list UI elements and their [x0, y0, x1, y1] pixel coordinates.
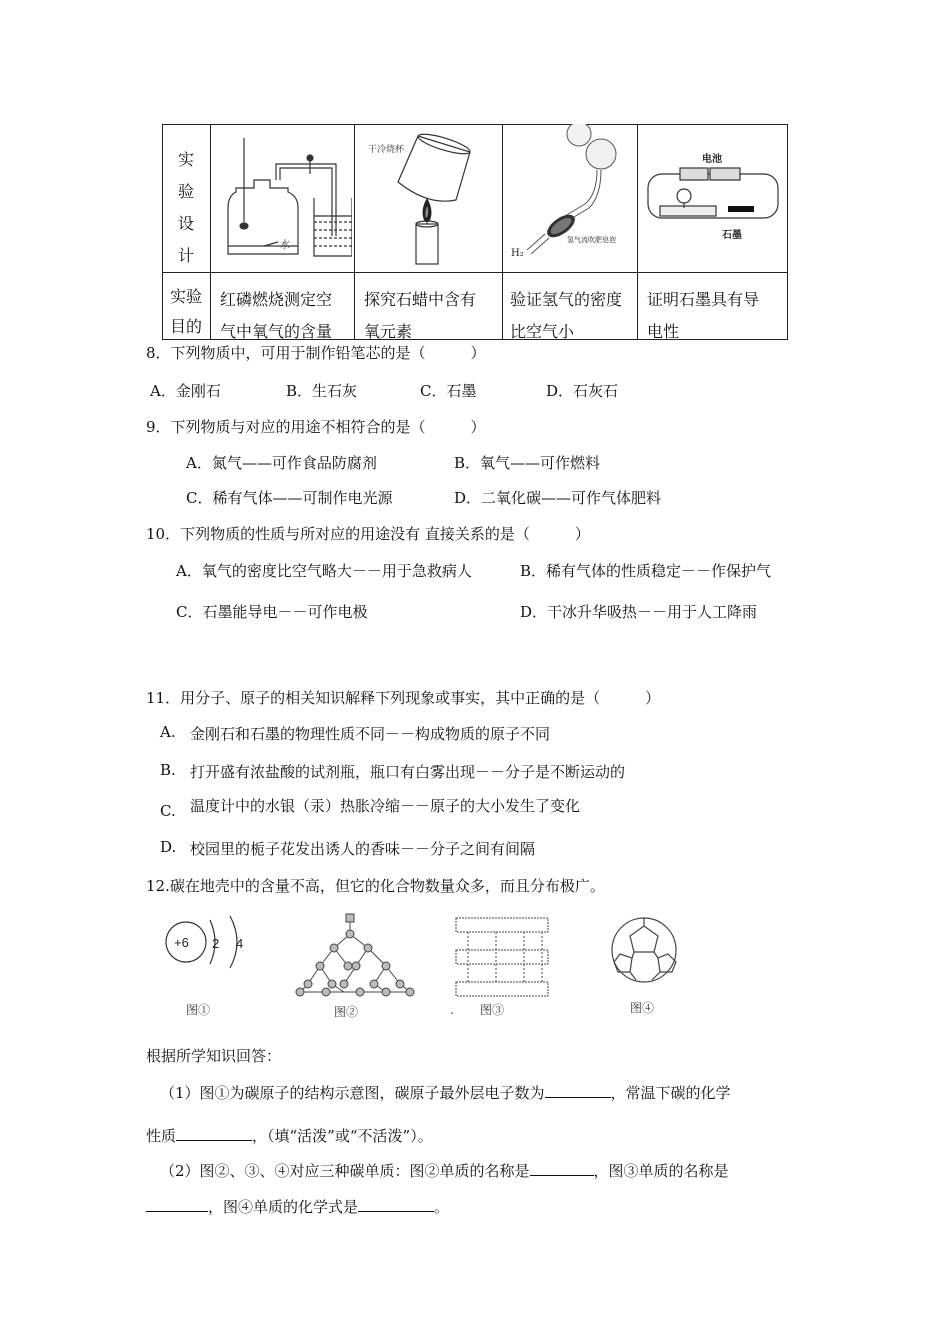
purpose-cell-1: 红磷燃烧测定空 气中氧气的含量 — [220, 290, 333, 341]
fig4-label: 图④ — [630, 1001, 655, 1015]
purpose-cell-3: 验证氢气的密度 比空气小 — [510, 290, 623, 341]
q10-option-c: C．石墨能导电－－可作电极 — [176, 603, 368, 621]
purpose-header: 实验 目的 — [169, 287, 202, 336]
q12-part2-line1: （2）图②、③、④对应三种碳单质：图②单质的名称是 ，图③单质的名称是 — [160, 1162, 729, 1180]
answer-blank-fig3-name[interactable] — [146, 1197, 208, 1212]
q8-stem: 8．下列物质中，可用于制作铅笔芯的是（ ） — [146, 344, 486, 362]
candle-beaker-figure — [358, 128, 500, 268]
graphite-circuit-figure — [640, 134, 786, 264]
q10-option-a: A．氧气的密度比空气略大－－用于急救病人 — [176, 562, 472, 580]
q11-option-a: 金刚石和石墨的物理性质不同－－构成物质的原子不同 — [190, 725, 551, 743]
q10-option-d: D．干冰升华吸热－－用于人工降雨 — [520, 603, 758, 621]
battery-label: 电池 — [702, 154, 722, 165]
design-header: 实 验 设 计 — [177, 150, 194, 265]
q9-stem: 9．下列物质与对应的用途不相符合的是（ ） — [146, 418, 486, 436]
q11-letter-a: A. — [160, 723, 176, 741]
answer-blank-outer-electrons[interactable] — [545, 1083, 611, 1098]
diamond-structure-figure — [290, 910, 420, 1028]
q12-part1-line2: 性质 ，（填“活泼”或“不活泼”）。 — [146, 1127, 433, 1145]
q10-stem: 10．下列物质的性质与所对应的用途没有 直接关系的是（ ） — [146, 525, 590, 543]
phosphorus-apparatus-figure — [214, 128, 352, 268]
q11-letter-c: C. — [160, 802, 176, 820]
q11-letter-d: D. — [160, 838, 177, 856]
q9-option-b: B．氧气——可作燃料 — [454, 454, 601, 472]
q9-option-c: C．稀有气体——可制作电光源 — [186, 489, 393, 507]
purpose-cell-4: 证明石墨具有导 电性 — [647, 290, 760, 341]
q9-option-d: D．二氧化碳——可作气体肥料 — [454, 489, 662, 507]
h2-label: H₂ — [511, 248, 524, 259]
shell1-electrons: 2 — [212, 936, 220, 951]
bubble-label: 氢气流吹肥皂泡 — [567, 236, 616, 244]
water-label: 水 — [280, 240, 290, 251]
q12-part1-line1: （1）图①为碳原子的结构示意图，碳原子最外层电子数为 ，常温下碳的化学 — [160, 1084, 731, 1102]
shell2-electrons: 4 — [236, 936, 244, 951]
q8-option-b: B．生石灰 — [286, 382, 358, 400]
hydrogen-bubble-figure — [505, 124, 635, 270]
q12-intro: 根据所学知识回答： — [146, 1047, 282, 1065]
fig3-label: 图③ — [480, 1003, 505, 1017]
q11-letter-b: B. — [160, 761, 176, 779]
fig1-label: 图① — [186, 1003, 211, 1017]
q12-part2-line2: ，图④单质的化学式是 。 — [146, 1196, 449, 1217]
q9-option-a: A．氮气——可作食品防腐剂 — [186, 454, 377, 472]
graphite-label: 石墨 — [722, 230, 742, 241]
answer-blank-chemical-property[interactable] — [176, 1126, 252, 1141]
answer-blank-fig2-name[interactable] — [530, 1161, 594, 1176]
q11-option-b: 打开盛有浓盐酸的试剂瓶，瓶口有白雾出现－－分子是不断运动的 — [190, 763, 626, 781]
q8-option-d: D．石灰石 — [546, 382, 619, 400]
svg-text:.: . — [450, 1003, 454, 1017]
purpose-cell-2: 探究石蜡中含有 氧元素 — [364, 290, 477, 341]
q10-option-b: B．稀有气体的性质稳定－－作保护气 — [520, 562, 772, 580]
q11-option-c: 温度计中的水银（汞）热胀冷缩－－原子的大小发生了变化 — [190, 797, 581, 815]
c60-structure-figure — [600, 912, 700, 1028]
fig2-label: 图② — [334, 1005, 359, 1019]
q8-option-c: C．石墨 — [420, 382, 477, 400]
beaker-label: 干冷烧杯 — [368, 145, 405, 155]
q8-option-a: A．金刚石 — [150, 382, 221, 400]
q11-stem: 11．用分子、原子的相关知识解释下列现象或事实，其中正确的是（ ） — [146, 689, 661, 707]
nucleus-charge: +6 — [174, 935, 189, 950]
q12-stem: 12.碳在地壳中的含量不高，但它的化合物数量众多，而且分布极广。 — [146, 877, 605, 895]
graphite-structure-figure — [446, 912, 556, 1028]
carbon-atom-figure — [150, 912, 260, 1028]
q11-option-d: 校园里的栀子花发出诱人的香味－－分子之间有间隔 — [190, 840, 536, 858]
answer-blank-fig4-formula[interactable] — [358, 1197, 434, 1212]
experiment-table — [162, 124, 788, 340]
